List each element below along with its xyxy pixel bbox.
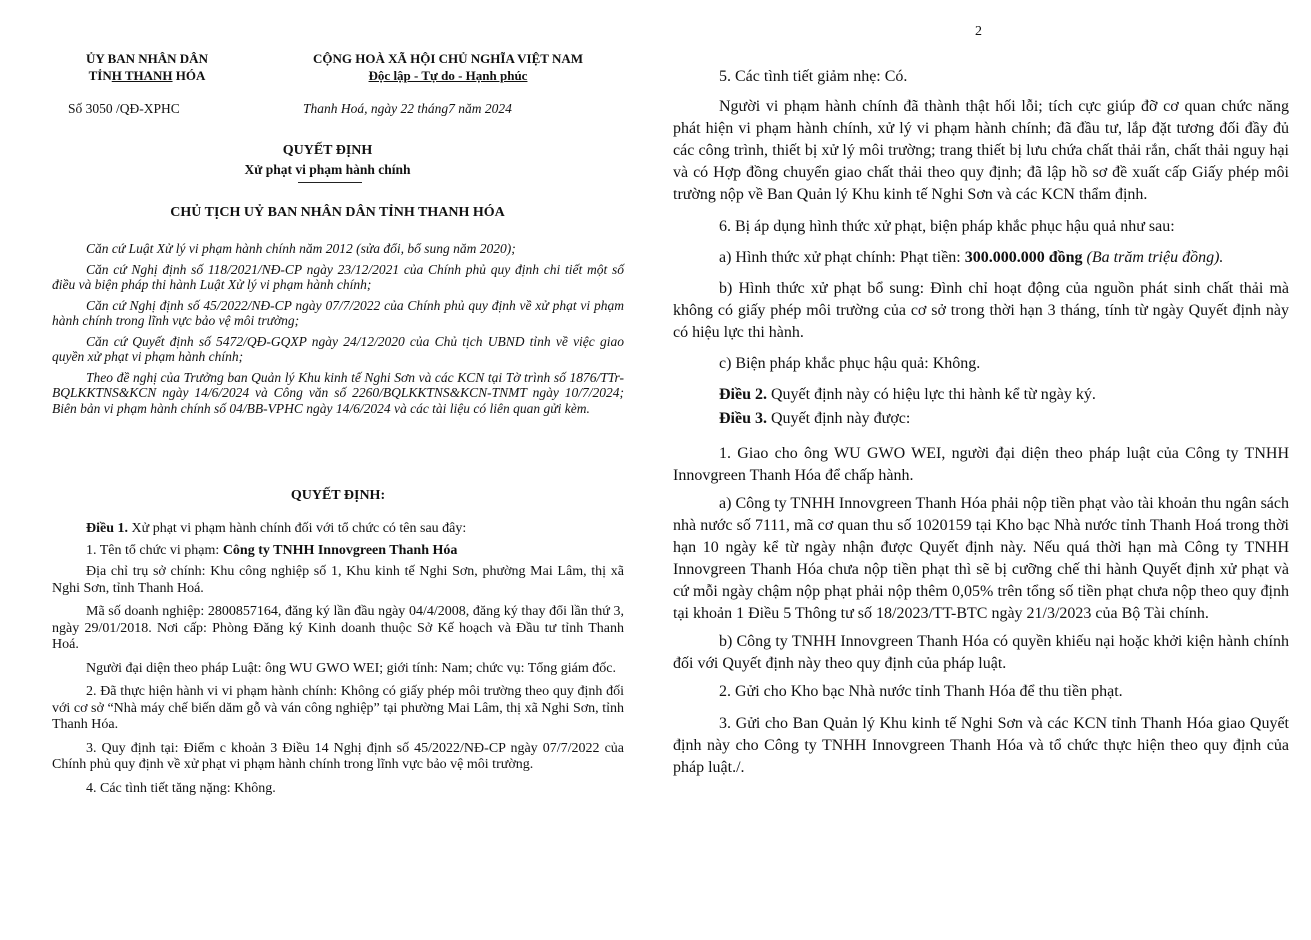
- page-number: 2: [975, 24, 982, 39]
- national-motto: Độc lập - Tự do - Hạnh phúc: [368, 68, 528, 83]
- national-header: [278, 50, 618, 84]
- business-code: Mã số doanh nghiệp: 2800857164, đăng ký lần đầu ngày 04/4/2008, đăng ký thay đổi lần thứ 3, ngày 29/01/2018. Nơi cấp: Phòng Đăng ký Kinh doanh thuộc Sở Kế hoạch và Đầu tư tỉnh Thanh Hoá.: [52, 604, 624, 652]
- legal-basis-item: Theo đề nghị của Trưởng ban Quản lý Khu kinh tế Nghi Sơn và các KCN tại Tờ trình số 1876/TTr-BQLKKTNS&KCN ngày 14/6/2024 và Công văn số 2260/BQLKKTNS&KCN-TNMT ngày 10/7/2024; Biên bản vi phạm hành chính số 04/BB-VPHC ngày 14/6/2024 và các tài liệu có liên quan gửi kèm.: [52, 369, 624, 416]
- legal-basis-item: Căn cứ Nghị định số 118/2021/NĐ-CP ngày 23/12/2021 của Chính phủ quy định chi tiết một số điều và biện pháp thi hành Luật Xử lý vi phạm hành chính;: [52, 261, 624, 292]
- remedial-measure: c) Biện pháp khắc phục hậu quả: Không.: [719, 355, 981, 372]
- decision-heading-wrap: [52, 488, 624, 504]
- article-1: [52, 521, 624, 797]
- aggravating-circumstances: 4. Các tình tiết tăng nặng: Không.: [86, 780, 276, 796]
- violator-address: Địa chỉ trụ sở chính: Khu công nghiệp số 1, Khu kinh tế Nghi Sơn, phường Mai Lâm, thị xã Nghi Sơn, tỉnh Thanh Hoá.: [52, 564, 624, 596]
- applicable-regulation: 3. Quy định tại: Điểm c khoản 3 Điều 14 Nghị định số 45/2022/NĐ-CP ngày 07/7/2022 của Chính phủ quy định về xử phạt vi phạm hành chính trong lĩnh vực bảo vệ môi trường.: [52, 740, 624, 772]
- document-subtitle: Xử phạt vi phạm hành chính: [244, 162, 411, 177]
- document-number: Số 3050 /QĐ-XPHC: [68, 101, 180, 116]
- authority-line-1: ỦY BAN NHÂN DÂN: [86, 51, 208, 66]
- article-3-item-1b: b) Công ty TNHH Innovgreen Thanh Hóa có quyền khiếu nại hoặc khởi kiện hành chính đối với Quyết định này theo quy định của pháp luật.: [673, 633, 1289, 672]
- penalty-additional: b) Hình thức xử phạt bổ sung: Đình chỉ hoạt động của nguồn phát sinh chất thải mà không có giấy phép môi trường của cơ sở trong thời hạn 3 tháng, tính từ ngày Quyết định này có hiệu lực thi hành.: [673, 280, 1289, 341]
- legal-basis-item: Căn cứ Quyết định số 5472/QĐ-GQXP ngày 24/12/2020 của Chủ tịch UBND tỉnh về việc giao quyền xử phạt vi phạm hành chính;: [52, 333, 624, 364]
- issuing-official: CHỦ TỊCH UỶ BAN NHÂN DÂN TỈNH THANH HÓA: [170, 205, 505, 220]
- decision-heading: QUYẾT ĐỊNH:: [290, 488, 386, 503]
- article-3: Điều 3. Quyết định này được:: [719, 410, 911, 427]
- country-name: CỘNG HOÀ XÃ HỘI CHỦ NGHĨA VIỆT NAM: [312, 51, 584, 66]
- article-3-item-3: 3. Gửi cho Ban Quản lý Khu kinh tế Nghi Sơn và các KCN tỉnh Thanh Hóa giao Quyết định này cho Công ty TNHH Innovgreen Thanh Hóa và tổ chức thực hiện theo quy định của pháp luật./.: [673, 715, 1289, 776]
- mitigating-title: 5. Các tình tiết giảm nhẹ: Có.: [719, 68, 908, 85]
- legal-basis-item: Căn cứ Nghị định số 45/2022/NĐ-CP ngày 07/7/2022 của Chính phủ quy định về xử phạt vi phạm hành chính trong lĩnh vực bảo vệ môi trường;: [52, 297, 624, 328]
- legal-bases: [52, 241, 624, 416]
- page-2-content: [673, 66, 1289, 779]
- authority-line-2: TỈNH THANH HÓA: [88, 68, 206, 83]
- article-1-intro: Điều 1. Xử phạt vi phạm hành chính đối với tổ chức có tên sau đây:: [86, 521, 467, 536]
- article-3-item-2: 2. Gửi cho Kho bạc Nhà nước tỉnh Thanh Hóa để thu tiền phạt.: [719, 683, 1123, 700]
- title-underline: [298, 182, 362, 183]
- legal-representative: Người đại diện theo pháp Luật: ông WU GWO WEI; giới tính: Nam; chức vụ: Tổng giám đốc.: [86, 660, 616, 676]
- article-2: Điều 2. Quyết định này có hiệu lực thi hành kể từ ngày ký.: [719, 386, 1096, 403]
- document-title: QUYẾT ĐỊNH: [282, 143, 373, 158]
- issuing-authority: [62, 50, 232, 84]
- violation-description: 2. Đã thực hiện hành vi vi phạm hành chính: Không có giấy phép môi trường theo quy định đối với cơ sở “Nhà máy chế biến dăm gỗ và ván công nghiệp” tại phường Mai Lâm, thị xã Nghi Sơn, tỉnh Thanh Hóa.: [52, 684, 624, 732]
- document-page-1: [0, 0, 655, 940]
- mitigating-text: Người vi phạm hành chính đã thành thật hối lỗi; tích cực giúp đỡ cơ quan chức năng phát hiện vi phạm hành chính, xử lý vi phạm hành chính; đã đầu tư, lắp đặt tương đối đầy đủ các công trình, thiết bị xử lý môi trường; trang thiết bị lưu chứa chất thải rắn, chất thải nguy hại và có Hợp đồng chuyển giao chất thải theo quy định; đã lập hồ sơ đề xuất cấp Giấy phép môi trường nộp về Ban Quản lý Khu kinh tế Nghi Sơn và các KCN thẩm định.: [673, 98, 1289, 203]
- document-date: Thanh Hoá, ngày 22 tháng7 năm 2024: [303, 101, 512, 116]
- article-3-item-1a: a) Công ty TNHH Innovgreen Thanh Hóa phải nộp tiền phạt vào tài khoản thu ngân sách nhà nước số 7111, mã cơ quan thu số 1020159 tại Kho bạc Nhà nước tỉnh Thanh Hoá trong thời hạn 10 ngày kể từ ngày nhận được Quyết định này. Nếu quá thời hạn mà Công ty TNHH Innovgreen Thanh Hóa chưa nộp tiền phạt thì sẽ bị cưỡng chế thi hành Quyết định xử phạt và cứ mỗi ngày chậm nộp phạt phải nộp thêm 0,05% trên tổng số tiền phạt chưa nộp theo quy định tại khoản 1 Điều 5 Thông tư số 18/2023/TT-BTC ngày 21/3/2023 của Bộ Tài chính.: [673, 495, 1289, 622]
- legal-basis-item: Căn cứ Luật Xử lý vi phạm hành chính năm 2012 (sửa đổi, bổ sung năm 2020);: [86, 241, 516, 256]
- violator-name: 1. Tên tổ chức vi phạm: Công ty TNHH Innovgreen Thanh Hóa: [86, 542, 458, 558]
- penalty-main: a) Hình thức xử phạt chính: Phạt tiền: 300.000.000 đồng (Ba trăm triệu đồng).: [719, 249, 1224, 266]
- article-3-item-1: 1. Giao cho ông WU GWO WEI, người đại diện theo pháp luật của Công ty TNHH Innovgreen Thanh Hóa để chấp hành.: [673, 445, 1289, 484]
- penalty-intro: 6. Bị áp dụng hình thức xử phạt, biện pháp khắc phục hậu quả như sau:: [719, 218, 1175, 235]
